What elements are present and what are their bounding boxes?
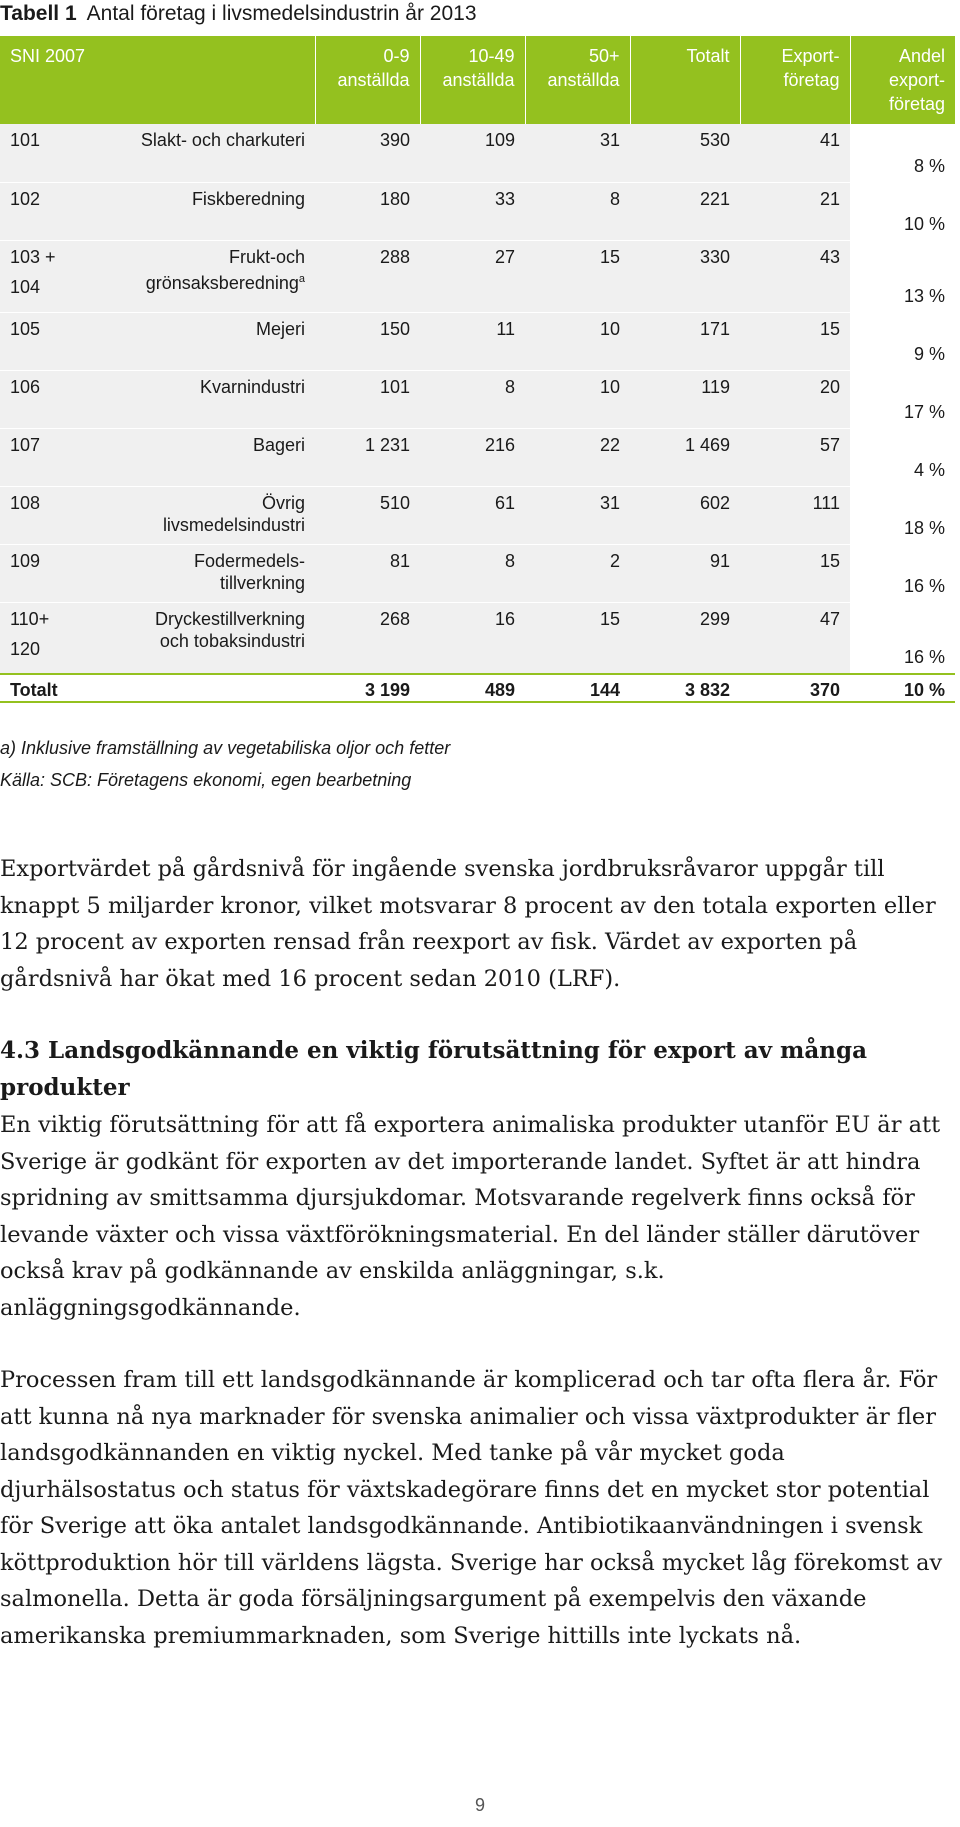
row-value-total: 602 xyxy=(630,486,740,544)
table-row xyxy=(0,182,955,240)
row-value-0-9: 390 xyxy=(315,124,420,182)
header-share: Andel export- företag xyxy=(850,36,955,124)
table-title xyxy=(0,2,477,26)
row-code: 105 xyxy=(0,312,100,370)
row-code: 106 xyxy=(0,370,100,428)
row-name: Slakt- och charkuteri xyxy=(100,124,315,182)
row-value-10-49: 16 xyxy=(420,602,525,674)
row-value-10-49: 61 xyxy=(420,486,525,544)
row-value-0-9: 288 xyxy=(315,240,420,312)
row-value-50-plus: 15 xyxy=(525,240,630,312)
row-code: 103 + 104 xyxy=(0,240,100,312)
footnote-source: Källa: SCB: Företagens ekonomi, egen bearbetning xyxy=(0,770,412,790)
table-row xyxy=(0,124,955,182)
total-export: 370 xyxy=(740,674,850,702)
row-value-0-9: 268 xyxy=(315,602,420,674)
row-name: Fodermedels- tillverkning xyxy=(100,544,315,602)
row-value-0-9: 81 xyxy=(315,544,420,602)
row-code: 109 xyxy=(0,544,100,602)
table-row xyxy=(0,486,955,544)
row-value-total: 119 xyxy=(630,370,740,428)
row-value-export: 47 xyxy=(740,602,850,674)
row-value-total: 91 xyxy=(630,544,740,602)
total-share: 10 % xyxy=(850,674,955,702)
row-value-0-9: 101 xyxy=(315,370,420,428)
header-10-49: 10-49 anställda xyxy=(420,36,525,124)
paragraph-process: Processen fram till ett landsgodkännande är komplicerad och tar ofta flera år. För att kunna nå nya marknader för svenska animalier och vissa växtprodukter är fler landsgodkännanden en viktig nyckel. Med tanke på vår mycket goda djurhälsostatus och status för växtskadegörare finns det en mycket stor potential för Sverige att öka antalet landsgodkännande. Antibiotikaanvändningen i svensk köttproduktion hör till världens lägsta. Sverige har också mycket låg förekomst av salmonella. Detta är goda försäljningsargument på exempelvis den växande amerikanska premiummarknaden, som Sverige hittills inte lyckats nå. xyxy=(0,1367,943,1649)
row-code: 102 xyxy=(0,182,100,240)
row-name: Fiskberedning xyxy=(100,182,315,240)
row-value-export: 21 xyxy=(740,182,850,240)
row-code: 101 xyxy=(0,124,100,182)
row-value-total: 330 xyxy=(630,240,740,312)
section-heading xyxy=(0,1033,950,1106)
row-name: Dryckestillverkning och tobaksindustri xyxy=(100,602,315,674)
row-value-export: 111 xyxy=(740,486,850,544)
row-share: 8 % xyxy=(850,124,955,182)
row-share: 4 % xyxy=(850,428,955,486)
row-name: Övrig livsmedelsindustri xyxy=(100,486,315,544)
total-50-plus: 144 xyxy=(525,674,630,702)
companies-table xyxy=(0,36,955,703)
section-number: 4.3 xyxy=(0,1037,41,1064)
row-share: 16 % xyxy=(850,544,955,602)
row-value-export: 57 xyxy=(740,428,850,486)
paragraph-export-value: Exportvärdet på gårdsnivå för ingående svenska jordbruksråvaror uppgår till knappt 5 miljarder kronor, vilket motsvarar 8 procent av den totala exporten eller 12 procent av exporten rensad från reexport av fisk. Värdet av exporten på gårdsnivå har ökat med 16 procent sedan 2010 (LRF). xyxy=(0,856,936,992)
row-value-10-49: 109 xyxy=(420,124,525,182)
header-export: Export- företag xyxy=(740,36,850,124)
row-value-10-49: 33 xyxy=(420,182,525,240)
table-caption: Antal företag i livsmedelsindustrin år 2013 xyxy=(86,2,477,25)
total-label: Totalt xyxy=(0,674,315,702)
row-name: Bageri xyxy=(100,428,315,486)
table-total-row xyxy=(0,674,955,702)
row-value-0-9: 510 xyxy=(315,486,420,544)
row-value-50-plus: 2 xyxy=(525,544,630,602)
row-value-50-plus: 31 xyxy=(525,124,630,182)
row-value-50-plus: 10 xyxy=(525,370,630,428)
row-value-50-plus: 8 xyxy=(525,182,630,240)
row-code: 108 xyxy=(0,486,100,544)
total-0-9: 3 199 xyxy=(315,674,420,702)
row-value-10-49: 11 xyxy=(420,312,525,370)
row-value-total: 171 xyxy=(630,312,740,370)
table-row xyxy=(0,370,955,428)
row-value-10-49: 27 xyxy=(420,240,525,312)
row-value-10-49: 216 xyxy=(420,428,525,486)
row-value-export: 41 xyxy=(740,124,850,182)
header-sni: SNI 2007 xyxy=(0,36,315,124)
table-row xyxy=(0,312,955,370)
header-0-9: 0-9 anställda xyxy=(315,36,420,124)
row-value-10-49: 8 xyxy=(420,370,525,428)
page-number: 9 xyxy=(474,1795,485,1815)
row-value-total: 299 xyxy=(630,602,740,674)
row-value-0-9: 150 xyxy=(315,312,420,370)
row-name: Kvarnindustri xyxy=(100,370,315,428)
row-value-export: 20 xyxy=(740,370,850,428)
row-value-0-9: 1 231 xyxy=(315,428,420,486)
row-code: 107 xyxy=(0,428,100,486)
total-10-49: 489 xyxy=(420,674,525,702)
row-value-50-plus: 22 xyxy=(525,428,630,486)
table-label: Tabell 1 xyxy=(0,2,77,25)
row-value-total: 530 xyxy=(630,124,740,182)
row-share: 9 % xyxy=(850,312,955,370)
row-value-0-9: 180 xyxy=(315,182,420,240)
table-row xyxy=(0,428,955,486)
row-value-50-plus: 10 xyxy=(525,312,630,370)
table-row xyxy=(0,240,955,312)
table-row xyxy=(0,544,955,602)
paragraph-requirements: En viktig förutsättning för att få exportera animaliska produkter utanför EU är att Sverige är godkänt för exporten av det importerande landet. Syftet är att hindra spridning av smittsamma djursjukdomar. Motsvarande regelverk finns också för levande växter och vissa växtförökningsmaterial. En del länder ställer därutöver också krav på godkännande av enskilda anläggningar, s.k. anläggningsgodkännande. xyxy=(0,1112,941,1321)
footnote-marker: a xyxy=(298,272,305,285)
row-share: 10 % xyxy=(850,182,955,240)
total-total: 3 832 xyxy=(630,674,740,702)
section-title: Landsgodkännande en viktig förutsättning för export av många produkter xyxy=(0,1037,867,1101)
row-value-50-plus: 31 xyxy=(525,486,630,544)
row-share: 18 % xyxy=(850,486,955,544)
table-footnotes xyxy=(0,732,450,796)
header-total: Totalt xyxy=(630,36,740,124)
row-value-10-49: 8 xyxy=(420,544,525,602)
row-value-50-plus: 15 xyxy=(525,602,630,674)
row-share: 17 % xyxy=(850,370,955,428)
row-share: 13 % xyxy=(850,240,955,312)
row-name: Frukt-och grönsaksberedning$^a$ xyxy=(100,240,315,312)
row-value-total: 221 xyxy=(630,182,740,240)
row-name: Mejeri xyxy=(100,312,315,370)
table-row xyxy=(0,602,955,674)
header-50-plus: 50+ anställda xyxy=(525,36,630,124)
row-value-export: 43 xyxy=(740,240,850,312)
row-value-total: 1 469 xyxy=(630,428,740,486)
row-code: 110+ 120 xyxy=(0,602,100,674)
row-value-export: 15 xyxy=(740,312,850,370)
row-share: 16 % xyxy=(850,602,955,674)
row-value-export: 15 xyxy=(740,544,850,602)
footnote-a: a) Inklusive framställning av vegetabiliska oljor och fetter xyxy=(0,738,451,758)
table-header-row xyxy=(0,36,955,124)
